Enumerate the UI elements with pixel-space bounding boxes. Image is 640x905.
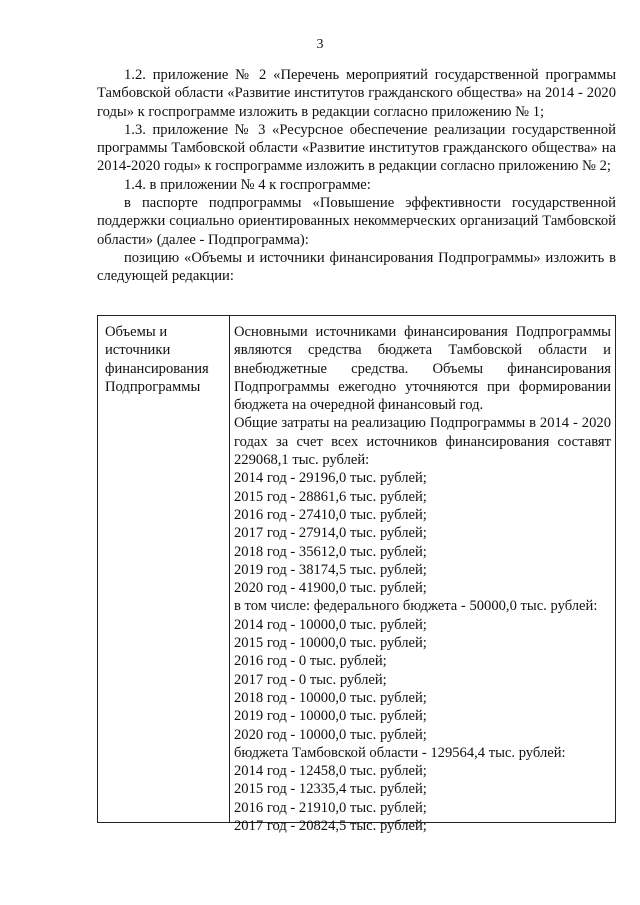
federal-year-line: 2019 год - 10000,0 тыс. рублей; bbox=[234, 708, 427, 725]
total-year-line: 2015 год - 28861,6 тыс. рублей; bbox=[234, 488, 427, 505]
federal-year-line: 2020 год - 10000,0 тыс. рублей; bbox=[234, 726, 427, 743]
financing-intro: Основными источниками финансирования Подпрограммы являются средства бюджета Тамбовской области и внебюджетные средства. Объемы финансирования Подпрограммы ежегодно уточняются при формировании бюджета на очередной финансовый год. bbox=[234, 324, 611, 414]
table-label-cell: Объемы и источники финансирования Подпрограммы bbox=[105, 324, 209, 395]
total-year-line: 2014 год - 29196,0 тыс. рублей; bbox=[234, 470, 427, 487]
table-column-divider bbox=[229, 316, 230, 822]
financing-table bbox=[97, 315, 616, 835]
total-year-line: 2020 год - 41900,0 тыс. рублей; bbox=[234, 580, 427, 597]
paragraph-passport: в паспорте подпрограммы «Повышение эффективности государственной поддержки социально ориентированных некоммерческих организаций Тамбовской области» (далее - Подпрограмма): bbox=[97, 195, 616, 248]
total-year-line: 2019 год - 38174,5 тыс. рублей; bbox=[234, 561, 427, 578]
regional-year-line: 2016 год - 21910,0 тыс. рублей; bbox=[234, 799, 427, 816]
paragraph-1-4: 1.4. в приложении № 4 к госпрограмме: bbox=[124, 176, 371, 193]
total-year-line: 2017 год - 27914,0 тыс. рублей; bbox=[234, 525, 427, 542]
total-year-line: 2016 год - 27410,0 тыс. рублей; bbox=[234, 506, 427, 523]
paragraph-1-3: 1.3. приложение № 3 «Ресурсное обеспечение реализации государственной программы Тамбовской области «Развитие институтов гражданского общества» на 2014-2020 годы» к госпрограмме изложить в редакции согласно приложению № 2; bbox=[97, 121, 616, 175]
federal-year-line: 2015 год - 10000,0 тыс. рублей; bbox=[234, 635, 427, 652]
federal-year-line: 2016 год - 0 тыс. рублей; bbox=[234, 653, 387, 670]
regional-heading: бюджета Тамбовской области - 129564,4 тыс. рублей: bbox=[234, 744, 566, 761]
document-body bbox=[97, 66, 616, 286]
paragraph-position: позицию «Объемы и источники финансирования Подпрограммы» изложить в следующей редакции: bbox=[97, 249, 616, 285]
page-number: 3 bbox=[316, 37, 324, 52]
federal-heading: в том числе: федерального бюджета - 50000,0 тыс. рублей: bbox=[234, 598, 598, 615]
federal-year-line: 2018 год - 10000,0 тыс. рублей; bbox=[234, 689, 427, 706]
total-year-line: 2018 год - 35612,0 тыс. рублей; bbox=[234, 543, 427, 560]
table-content-cell bbox=[234, 323, 611, 835]
federal-year-line: 2014 год - 10000,0 тыс. рублей; bbox=[234, 616, 427, 633]
regional-year-line: 2014 год - 12458,0 тыс. рублей; bbox=[234, 763, 427, 780]
regional-year-line: 2017 год - 20824,5 тыс. рублей; bbox=[234, 818, 427, 835]
federal-year-line: 2017 год - 0 тыс. рублей; bbox=[234, 671, 387, 688]
regional-year-line: 2015 год - 12335,4 тыс. рублей; bbox=[234, 781, 427, 798]
financing-total: Общие затраты на реализацию Подпрограммы в 2014 - 2020 годах за счет всех источников финансирования составят 229068,1 тыс. рублей: bbox=[234, 415, 611, 469]
paragraph-1-2: 1.2. приложение № 2 «Перечень мероприятий государственной программы Тамбовской области «Развитие институтов гражданского общества» на 2014 - 2020 годы» к госпрограмме изложить в редакции согласно приложению № 1; bbox=[97, 67, 616, 120]
